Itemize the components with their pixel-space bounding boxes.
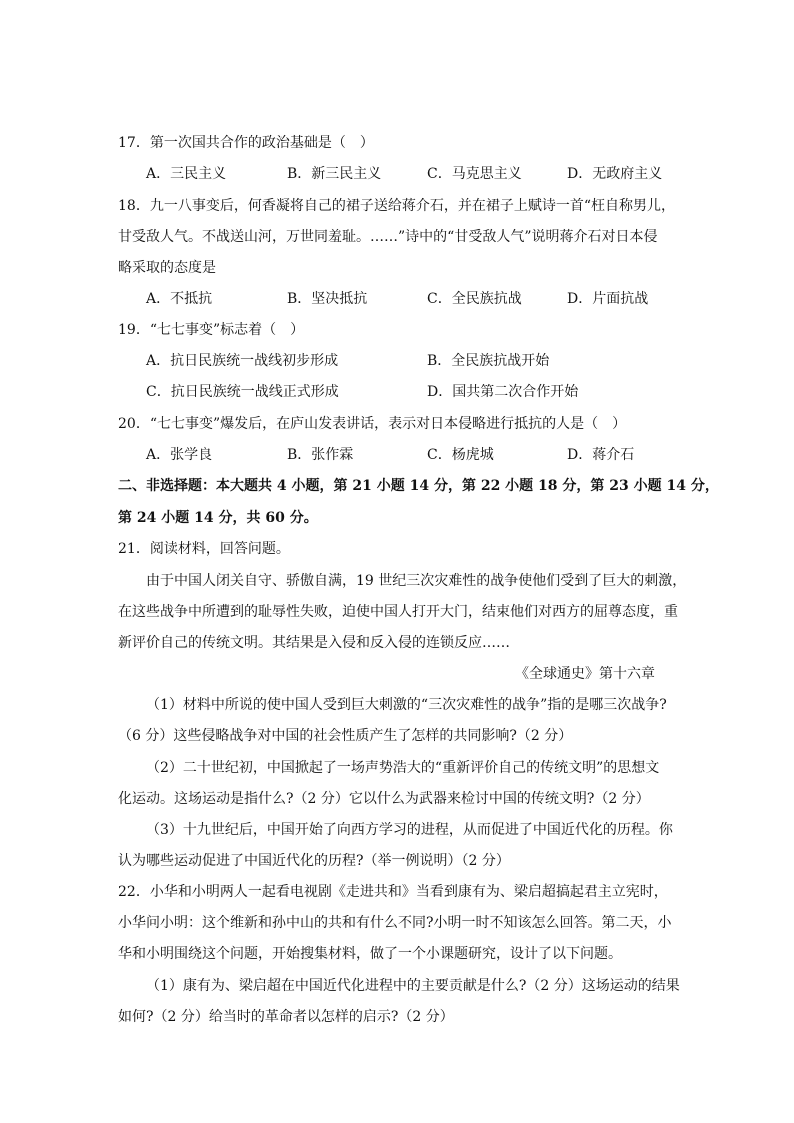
q22-sub1-line-2: 如何?（2 分）给当时的革命者以怎样的启示?（2 分） [118, 1009, 454, 1025]
q21-material-line-1: 由于中国人闭关自守、骄傲自满，19 世纪三次灾难性的战争使他们受到了巨大的刺激， [146, 573, 687, 589]
q18-line-3: 略采取的态度是 [118, 260, 216, 276]
q21-sub3-line-1: （3）十九世纪后，中国开始了向西方学习的进程，从而促进了中国近代化的历程。你 [146, 822, 673, 838]
q21-sub2-line-2: 化运动。这场运动是指什么?（2 分）它以什么为武器来检讨中国的传统文明?（2 分） [118, 791, 650, 807]
q22-line-2: 小华问小明：这个维新和孙中山的共和有什么不同?小明一时不知该怎么回答。第二天，小 [118, 915, 672, 931]
q21-sub2-line-1: （2）二十世纪初，中国掀起了一场声势浩大的“重新评价自己的传统文明”的思想文 [146, 760, 660, 776]
q21-material-line-2: 在这些战争中所遭到的耻辱性失败，迫使中国人打开大门，结束他们对西方的屈尊态度，重 [118, 604, 678, 620]
q18-option-a: A．不抵抗 [146, 291, 213, 307]
q19-option-d: D．国共第二次合作开始 [427, 384, 579, 400]
q19-option-c: C．抗日民族统一战线正式形成 [146, 384, 339, 400]
q19-stem: 19．“七七事变”标志着（ ） [118, 322, 305, 338]
section2-heading-line-2: 第 24 小题 14 分，共 60 分。 [118, 510, 318, 526]
q22-line-3: 华和小明围绕这个问题，开始搜集材料，做了一个小课题研究，设计了以下问题。 [118, 946, 622, 962]
q18-option-c: C．全民族抗战 [427, 291, 522, 307]
q17-stem: 17．第一次国共合作的政治基础是（ ） [118, 135, 374, 151]
q18-option-b: B．坚决抵抗 [287, 291, 368, 307]
q20-option-a: A．张学良 [146, 447, 213, 463]
q22-sub1-line-1: （1）康有为、梁启超在中国近代化进程中的主要贡献是什么?（2 分）这场运动的结果 [146, 978, 680, 994]
q20-option-d: D．蒋介石 [567, 447, 635, 463]
q21-material-line-3: 新评价自己的传统文明。其结果是入侵和反入侵的连锁反应…… [118, 635, 510, 651]
section2-heading-line-1: 二、非选择题：本大题共 4 小题，第 21 小题 14 分，第 22 小题 18 分，第 23 小题 14 分， [118, 478, 719, 494]
q17-option-a: A．三民主义 [146, 166, 227, 182]
q20-option-c: C．杨虎城 [427, 447, 494, 463]
q21-sub1-line-1: （1）材料中所说的使中国人受到巨大刺激的“三次灾难性的战争”指的是哪三次战争? [146, 697, 667, 713]
q18-line-1: 18．九一八事变后，何香凝将自己的裙子送给蒋介石，并在裙子上赋诗一首“枉自称男儿， [118, 198, 675, 214]
q21-source: 《全球通史》第十六章 [515, 666, 655, 682]
q21-sub3-line-2: 认为哪些运动促进了中国近代化的历程?（举一例说明）（2 分） [118, 853, 510, 869]
q18-option-d: D．片面抗战 [567, 291, 649, 307]
q21-sub1-line-2: （6 分）这些侵略战争对中国的社会性质产生了怎样的共同影响?（2 分） [118, 728, 573, 744]
q19-option-a: A．抗日民族统一战线初步形成 [146, 353, 339, 369]
q19-option-b: B．全民族抗战开始 [427, 353, 550, 369]
q18-line-2: 甘受敌人气。不战送山河，万世同羞耻。……”诗中的“甘受敌人气”说明蒋介石对日本侵 [118, 229, 658, 245]
q17-option-b: B．新三民主义 [287, 166, 382, 182]
q22-line-1: 22．小华和小明两人一起看电视剧《走进共和》当看到康有为、梁启超搞起君主立宪时， [118, 884, 668, 900]
q21-stem: 21．阅读材料，回答问题。 [118, 541, 290, 557]
q20-stem: 20．“七七事变”爆发后，在庐山发表讲话，表示对日本侵略进行抵抗的人是（ ） [118, 416, 627, 432]
q17-option-c: C．马克思主义 [427, 166, 522, 182]
q20-option-b: B．张作霖 [287, 447, 354, 463]
q17-option-d: D．无政府主义 [567, 166, 663, 182]
